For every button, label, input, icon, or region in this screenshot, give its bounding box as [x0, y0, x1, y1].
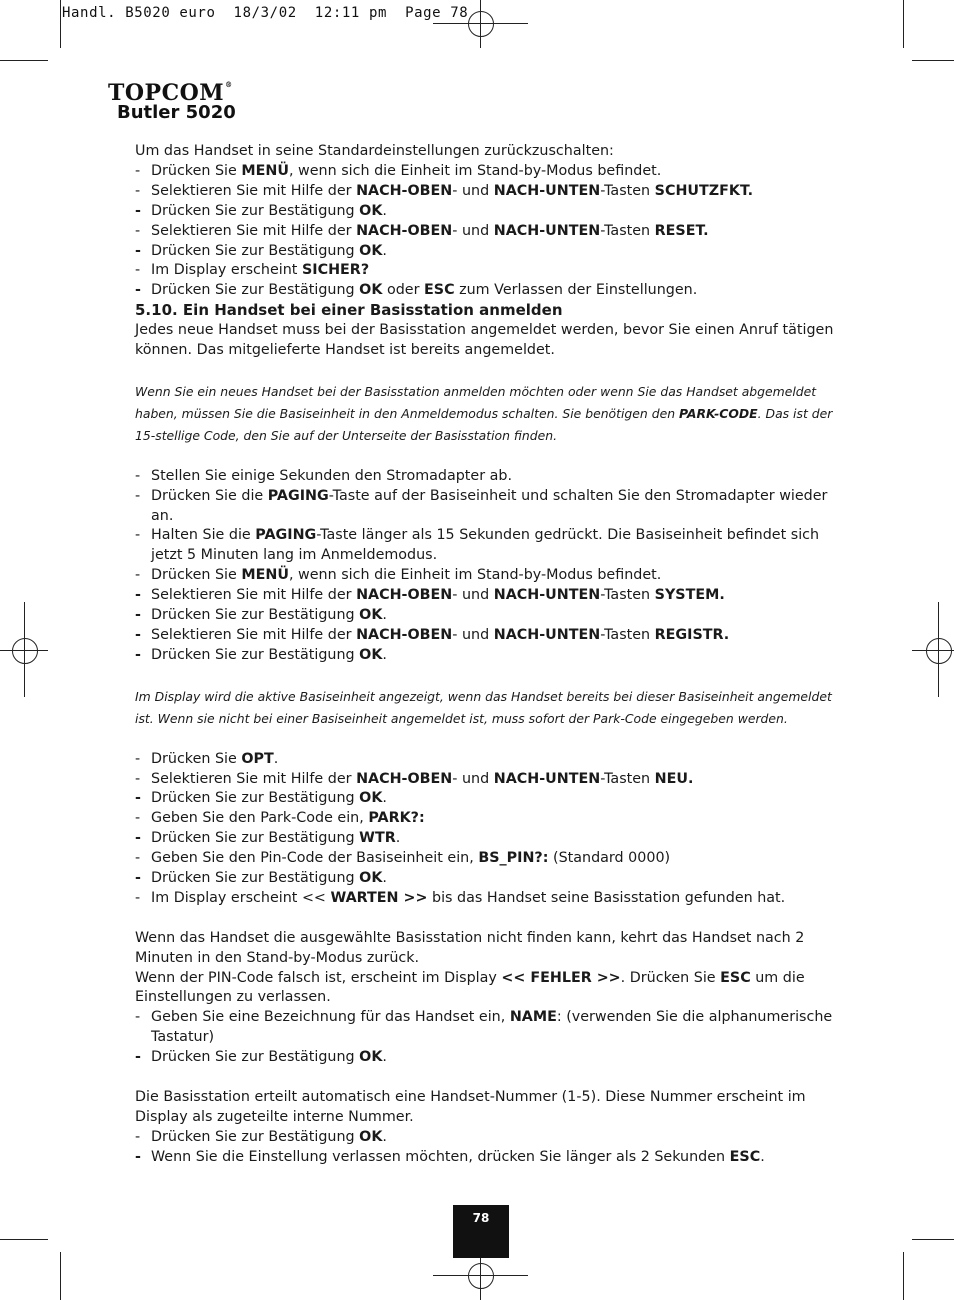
text-run: -Tasten: [600, 587, 655, 604]
text-run: .: [382, 870, 387, 887]
text-run: Drücken Sie zur Bestätigung: [151, 646, 360, 663]
list-item: [135, 646, 840, 666]
list-item: [135, 487, 840, 527]
text-run: Selektieren Sie mit Hilfe der: [151, 182, 357, 199]
bold-term: MENÜ: [241, 567, 289, 584]
text-run: oder: [382, 282, 424, 299]
list-item-text: [151, 606, 387, 626]
list-item-text: [151, 487, 840, 527]
list-item: [135, 1148, 840, 1168]
text-run: .: [382, 790, 387, 807]
paragraph-pin-error: [135, 969, 840, 1009]
text-run: Wenn der PIN-Code falsch ist, erscheint im Display: [135, 969, 502, 986]
bullet-dash: -: [135, 830, 141, 847]
bold-term: MENÜ: [241, 162, 289, 179]
bullet-dash: -: [135, 567, 141, 584]
list-item: [135, 626, 840, 646]
list-item-text: [151, 1128, 387, 1148]
text-run: um die Einstellungen zu verlassen.: [135, 969, 805, 1006]
text-run: Drücken Sie zur Bestätigung: [151, 607, 360, 624]
list-item: [135, 566, 840, 586]
text-run: , wenn sich die Einheit im Stand-by-Modus befindet.: [288, 162, 662, 179]
text-run: - und: [452, 587, 494, 604]
text-run: Selektieren Sie mit Hilfe der: [151, 770, 357, 787]
bold-term: ESC: [720, 969, 751, 986]
paragraph-handset-number: Die Basisstation erteilt automatisch eine Handset-Nummer (1-5). Diese Nummer erscheint im Display als zugeteilte interne Nummer.: [135, 1088, 806, 1125]
text-run: Im Display erscheint: [151, 262, 302, 279]
text-run: , wenn sich die Einheit im Stand-by-Modus befindet.: [288, 567, 662, 584]
bold-term: SYSTEM.: [654, 587, 725, 604]
list-item: [135, 586, 840, 606]
final-steps: [135, 1128, 840, 1168]
text-run: - und: [452, 627, 494, 643]
text-run: -Taste länger als 15 Sekunden gedrückt. Die Basiseinheit befindet sich jetzt 5 Minuten lang im Anmeldemodus.: [151, 527, 820, 564]
text-run: Drücken Sie zur Bestätigung: [151, 202, 360, 219]
list-item-text: [151, 750, 278, 770]
list-item-text: [151, 526, 840, 566]
list-item: [135, 869, 840, 889]
bullet-dash: -: [135, 467, 141, 484]
bullet-dash: -: [135, 770, 141, 787]
bold-term: NACH-OBEN: [356, 222, 453, 239]
bullet-dash: -: [135, 487, 141, 504]
list-item: [135, 202, 840, 222]
topcom-logo: TOPCOM®: [108, 80, 233, 106]
bullet-dash: -: [135, 162, 141, 179]
bullet-dash: -: [135, 1049, 141, 1066]
bullet-dash: -: [135, 607, 141, 624]
list-item: [135, 1048, 840, 1068]
text-run: Wenn Sie die Einstellung verlassen möchten, drücken Sie länger als 2 Sekunden: [151, 1148, 730, 1165]
bold-term: NACH-OBEN: [356, 182, 453, 199]
list-item: [135, 467, 840, 487]
list-item-text: [151, 281, 697, 301]
bold-term: WARTEN >>: [330, 889, 428, 906]
bullet-dash: -: [135, 870, 141, 887]
bold-term: ESC: [729, 1148, 761, 1165]
bold-term: NAME: [509, 1009, 557, 1026]
text-run: Drücken Sie zur Bestätigung: [151, 242, 360, 259]
paragraph-not-found: Wenn das Handset die ausgewählte Basisstation nicht finden kann, kehrt das Handset nach 2 Minuten in den Stand-by-Modus zurück.: [135, 929, 805, 966]
text-run: Drücken Sie: [151, 750, 242, 767]
text-run: . Das ist der 15-stellige Code, den Sie auf der Unterseite der Basisstation finden.: [135, 405, 833, 443]
reset-intro: Um das Handset in seine Standardeinstellungen zurückzuschalten:: [135, 143, 614, 159]
list-item-text: [151, 1008, 840, 1048]
text-run: Drücken Sie zur Bestätigung: [151, 1128, 360, 1145]
text-run: Selektieren Sie mit Hilfe der: [151, 222, 357, 239]
list-item-text: [151, 789, 387, 809]
text-run: .: [382, 242, 387, 259]
text-run: Im Display erscheint <<: [151, 889, 331, 906]
text-run: -Tasten: [600, 222, 655, 239]
text-run: Halten Sie die: [151, 527, 256, 544]
list-item-text: [151, 626, 729, 646]
bold-term: RESET.: [654, 222, 709, 239]
list-item-text: [151, 162, 661, 182]
text-run: bis das Handset seine Basisstation gefunden hat.: [427, 889, 786, 906]
text-run: Selektieren Sie mit Hilfe der: [151, 627, 357, 643]
bullet-dash: -: [135, 182, 141, 199]
bold-term: SCHUTZFKT.: [654, 182, 753, 199]
text-run: - und: [452, 770, 494, 787]
list-item: [135, 789, 840, 809]
list-item: [135, 222, 840, 242]
section-intro: Jedes neue Handset muss bei der Basisstation angemeldet werden, bevor Sie einen Anruf tätigen können. Das mitgelieferte Handset ist bereits angemeldet.: [135, 322, 834, 359]
list-item-text: [151, 586, 725, 606]
list-item-text: [151, 182, 753, 202]
bullet-dash: -: [135, 262, 141, 279]
product-name: Butler 5020: [117, 102, 236, 123]
bold-term: WTR: [359, 830, 396, 847]
list-item-text: [151, 646, 387, 666]
list-item: [135, 162, 840, 182]
text-run: zum Verlassen der Einstellungen.: [454, 282, 698, 299]
bullet-dash: -: [135, 1128, 141, 1145]
text-run: Drücken Sie die: [151, 487, 268, 504]
text-run: Drücken Sie zur Bestätigung: [151, 870, 360, 887]
bold-term: OK: [359, 202, 383, 219]
list-item-text: [151, 809, 425, 829]
list-item: [135, 829, 840, 849]
text-run: .: [760, 1148, 765, 1165]
list-item-text: [151, 222, 709, 242]
text-run: Drücken Sie zur Bestätigung: [151, 790, 360, 807]
bullet-dash: -: [135, 242, 141, 259]
bold-term: NACH-OBEN: [356, 587, 453, 604]
list-item-text: [151, 261, 369, 281]
bold-term: OPT: [241, 750, 274, 767]
list-item: [135, 182, 840, 202]
page-number: 78: [453, 1205, 509, 1258]
bold-term: SICHER?: [301, 262, 370, 279]
reset-steps: [135, 162, 840, 301]
bullet-dash: -: [135, 587, 141, 604]
bullet-dash: -: [135, 750, 141, 767]
bullet-dash: -: [135, 202, 141, 219]
bullet-dash: -: [135, 850, 141, 867]
note-active-base: Im Display wird die aktive Basiseinheit angezeigt, wenn das Handset bereits bei dieser Basiseinheit angemeldet ist. Wenn sie nicht bei einer Basiseinheit angemeldet ist, muss sofort der Park-Code eingegeben werden.: [135, 688, 832, 726]
bold-term: NACH-OBEN: [356, 770, 453, 787]
bullet-dash: -: [135, 646, 141, 663]
text-run: -Tasten: [600, 770, 655, 787]
bullet-dash: -: [135, 889, 141, 906]
bold-term: PARK-CODE: [678, 405, 758, 421]
list-item-text: [151, 566, 661, 586]
bullet-dash: -: [135, 1009, 141, 1026]
text-run: Geben Sie eine Bezeichnung für das Handset ein,: [151, 1009, 510, 1026]
bold-term: NACH-UNTEN: [493, 587, 601, 604]
note-park-code: [135, 381, 840, 447]
bold-term: NACH-UNTEN: [493, 222, 601, 239]
bold-term: OK: [359, 242, 383, 259]
bold-term: PARK?:: [368, 810, 425, 827]
bullet-dash: -: [135, 790, 141, 807]
text-run: Drücken Sie zur Bestätigung: [151, 282, 360, 299]
text-run: Drücken Sie: [151, 567, 242, 584]
list-item-text: [151, 869, 387, 889]
text-run: - und: [452, 222, 494, 239]
section-heading: 5.10. Ein Handset bei einer Basisstation anmelden: [135, 301, 563, 320]
bullet-dash: -: [135, 222, 141, 239]
bullet-dash: -: [135, 1148, 141, 1165]
bold-term: OK: [359, 646, 383, 663]
text-run: -Taste auf der Basiseinheit und schalten Sie den Stromadapter wieder an.: [151, 487, 828, 524]
text-run: - und: [452, 182, 494, 199]
text-run: Drücken Sie zur Bestätigung: [151, 830, 360, 847]
text-run: .: [382, 202, 387, 219]
list-item: [135, 1128, 840, 1148]
bold-term: ESC: [424, 282, 455, 299]
bold-term: NACH-UNTEN: [493, 770, 601, 787]
text-run: Drücken Sie: [151, 162, 242, 179]
bullet-dash: -: [135, 527, 141, 544]
text-run: Selektieren Sie mit Hilfe der: [151, 587, 357, 604]
list-item: [135, 261, 840, 281]
bold-term: << FEHLER >>: [501, 969, 621, 986]
list-item: [135, 809, 840, 829]
list-item-text: [151, 1148, 765, 1168]
bold-term: OK: [359, 1128, 383, 1145]
bold-term: BS_PIN?:: [478, 850, 549, 867]
text-run: .: [395, 830, 401, 847]
bold-term: PAGING: [267, 487, 329, 504]
bold-term: NACH-UNTEN: [493, 627, 601, 643]
list-item-text: [151, 849, 670, 869]
list-item: [135, 849, 840, 869]
text-run: Drücken Sie zur Bestätigung: [151, 1049, 360, 1066]
text-run: Wenn Sie ein neues Handset bei der Basisstation anmelden möchten oder wenn Sie das Handset abgemeldet haben, müssen Sie die Basiseinheit in den Anmeldemodus schalten. Sie benötigen den: [135, 383, 817, 421]
bold-term: NEU.: [654, 770, 694, 787]
list-item-text: [151, 889, 785, 909]
bullet-dash: -: [135, 282, 141, 299]
list-item-text: [151, 202, 387, 222]
code-steps: [135, 750, 840, 909]
text-run: .: [382, 607, 387, 624]
bold-term: OK: [359, 607, 383, 624]
bold-term: NACH-UNTEN: [493, 182, 601, 199]
text-run: -Tasten: [600, 182, 655, 199]
list-item-text: [151, 242, 387, 262]
text-run: Stellen Sie einige Sekunden den Stromadapter ab.: [151, 467, 513, 484]
list-item-text: [151, 467, 512, 487]
name-steps: [135, 1008, 840, 1068]
list-item: [135, 242, 840, 262]
bullet-dash: -: [135, 627, 141, 643]
bold-term: OK: [359, 870, 383, 887]
bold-term: OK: [359, 1049, 383, 1066]
page-content: [135, 142, 840, 1168]
bold-term: OK: [359, 790, 383, 807]
list-item: [135, 770, 840, 790]
bullet-dash: -: [135, 810, 141, 827]
bold-term: NACH-OBEN: [356, 627, 453, 643]
text-run: .: [273, 750, 279, 767]
text-run: : (verwenden Sie die alphanumerische Tastatur): [151, 1009, 833, 1046]
text-run: .: [382, 1128, 387, 1145]
list-item: [135, 606, 840, 626]
bold-term: PAGING: [255, 527, 317, 544]
list-item: [135, 750, 840, 770]
list-item-text: [151, 829, 400, 849]
list-item-text: [151, 1048, 387, 1068]
text-run: -Tasten: [600, 627, 655, 643]
register-steps: [135, 467, 840, 666]
list-item: [135, 1008, 840, 1048]
bold-term: OK: [359, 282, 383, 299]
text-run: (Standard 0000): [548, 850, 671, 867]
list-item-text: [151, 770, 693, 790]
list-item: [135, 526, 840, 566]
text-run: .: [382, 1049, 387, 1066]
text-run: Geben Sie den Park-Code ein,: [151, 810, 369, 827]
list-item: [135, 889, 840, 909]
list-item: [135, 281, 840, 301]
text-run: .: [382, 646, 387, 663]
print-header: Handl. B5020 euro 18/3/02 12:11 pm Page 78: [62, 5, 469, 21]
text-run: . Drücken Sie: [620, 969, 721, 986]
text-run: Geben Sie den Pin-Code der Basiseinheit ein,: [151, 850, 479, 867]
bold-term: REGISTR.: [654, 627, 730, 643]
